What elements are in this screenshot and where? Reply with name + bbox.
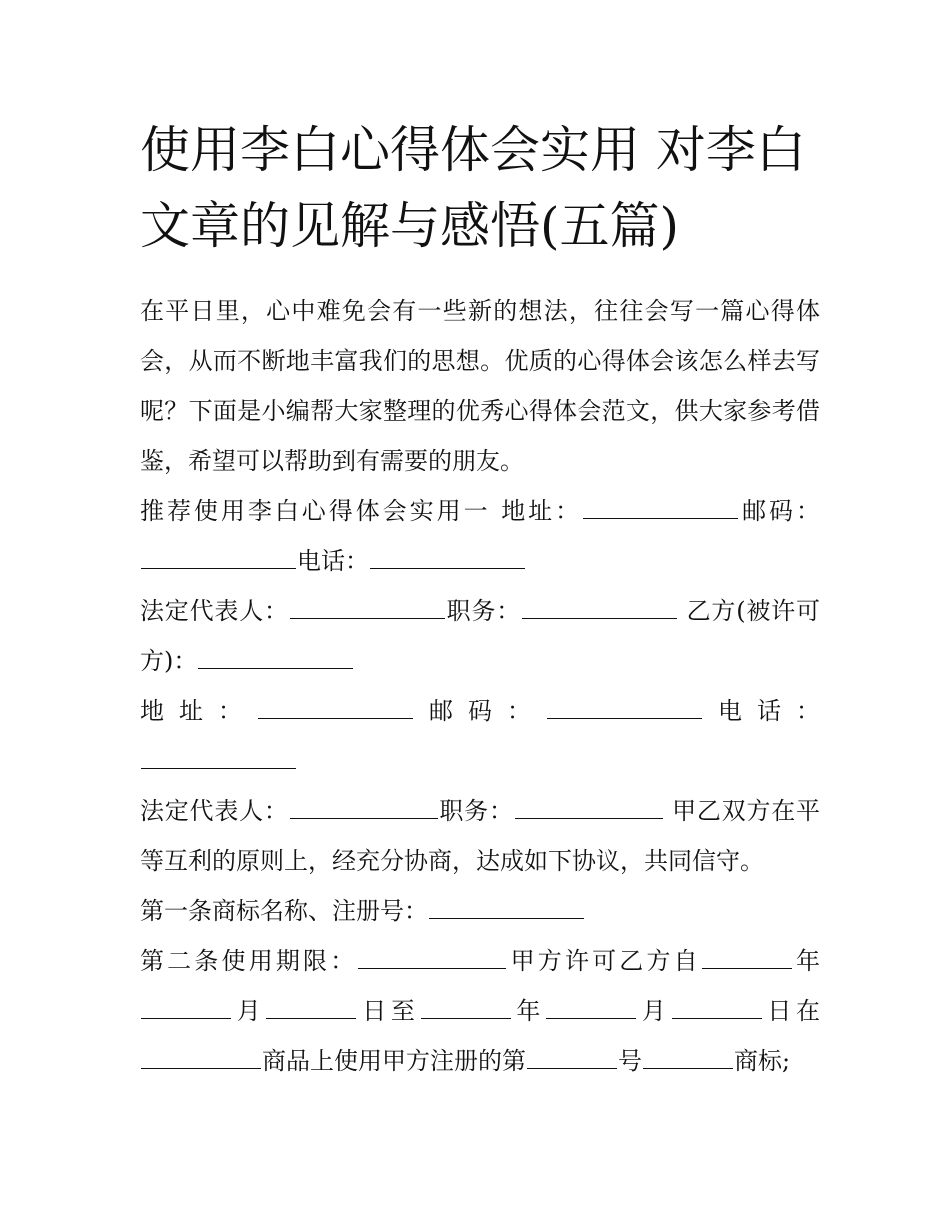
party-b-legal-rep (140, 786, 820, 886)
article-1-blank (429, 917, 584, 919)
phone-blank (370, 567, 525, 569)
document-body (140, 286, 820, 1086)
mutual-agreement-text: 甲乙双方在平等互利的原则上，经充分协商，达成如下协议，共同信守。 (140, 797, 821, 875)
registration-number-blank (527, 1067, 617, 1069)
start-year-blank (702, 967, 792, 969)
number-label: 号 (618, 1047, 642, 1075)
phone-blank (141, 767, 296, 769)
position-blank (515, 817, 663, 819)
end-day-blank (672, 1017, 762, 1019)
party-a-info (140, 486, 820, 586)
trademark-blank (643, 1067, 733, 1069)
year-label: 年 (792, 947, 821, 975)
intro-paragraph: 在平日里，心中难免会有一些新的想法，往往会写一篇心得体会，从而不断地丰富我们的思想。优质的心得体会该怎么样去写呢？下面是小编帮大家整理的优秀心得体会范文，供大家参考借鉴，希望可以帮助到有需要的朋友。 (140, 297, 820, 475)
article-2-permit: 甲方许可乙方自 (507, 947, 701, 975)
article-1 (140, 886, 820, 936)
month-label: 月 (637, 997, 671, 1025)
address-label: 地址： (140, 697, 257, 725)
legal-rep-label: 法定代表人： (140, 597, 289, 625)
goods-label: 商品上使用甲方注册的第 (262, 1047, 526, 1075)
article-2-label: 第二条使用期限： (140, 947, 358, 975)
term-blank (358, 967, 506, 969)
zip-blank (547, 717, 702, 719)
day-to-label: 日至 (357, 997, 420, 1025)
goods-blank (141, 1067, 261, 1069)
legal-rep-blank (290, 617, 445, 619)
month-label: 月 (232, 997, 266, 1025)
trademark-label: 商标; (734, 1047, 791, 1075)
address-blank (583, 517, 738, 519)
start-month-blank (141, 1017, 231, 1019)
article-2 (140, 936, 820, 1086)
document-page (140, 112, 820, 1086)
section-heading: 推荐使用李白心得体会实用一 (140, 497, 491, 525)
zip-blank (141, 567, 296, 569)
end-month-blank (546, 1017, 636, 1019)
end-year-blank (421, 1017, 511, 1019)
party-b-blank (198, 667, 353, 669)
phone-label: 电话： (297, 547, 369, 575)
document-title: 使用李白心得体会实用 对李白文章的见解与感悟(五篇) (140, 121, 806, 255)
legal-rep-label: 法定代表人： (140, 797, 289, 825)
article-1-label: 第一条商标名称、注册号： (140, 897, 428, 925)
day-in-label: 日在 (762, 997, 821, 1025)
zip-label: 邮码： (414, 697, 546, 725)
position-label: 职务： (438, 797, 514, 825)
address-label: 地址： (501, 497, 583, 525)
year-label: 年 (511, 997, 546, 1025)
party-a-legal-rep (140, 586, 820, 686)
address-blank (258, 717, 413, 719)
legal-rep-blank (290, 817, 438, 819)
position-label: 职务： (445, 597, 522, 625)
phone-label: 电话： (703, 697, 820, 725)
zip-label: 邮码： (739, 497, 821, 525)
start-day-blank (266, 1017, 356, 1019)
party-b-label: 乙方(被许可方)： (140, 597, 820, 675)
party-b-info (140, 686, 820, 786)
position-blank (522, 617, 677, 619)
